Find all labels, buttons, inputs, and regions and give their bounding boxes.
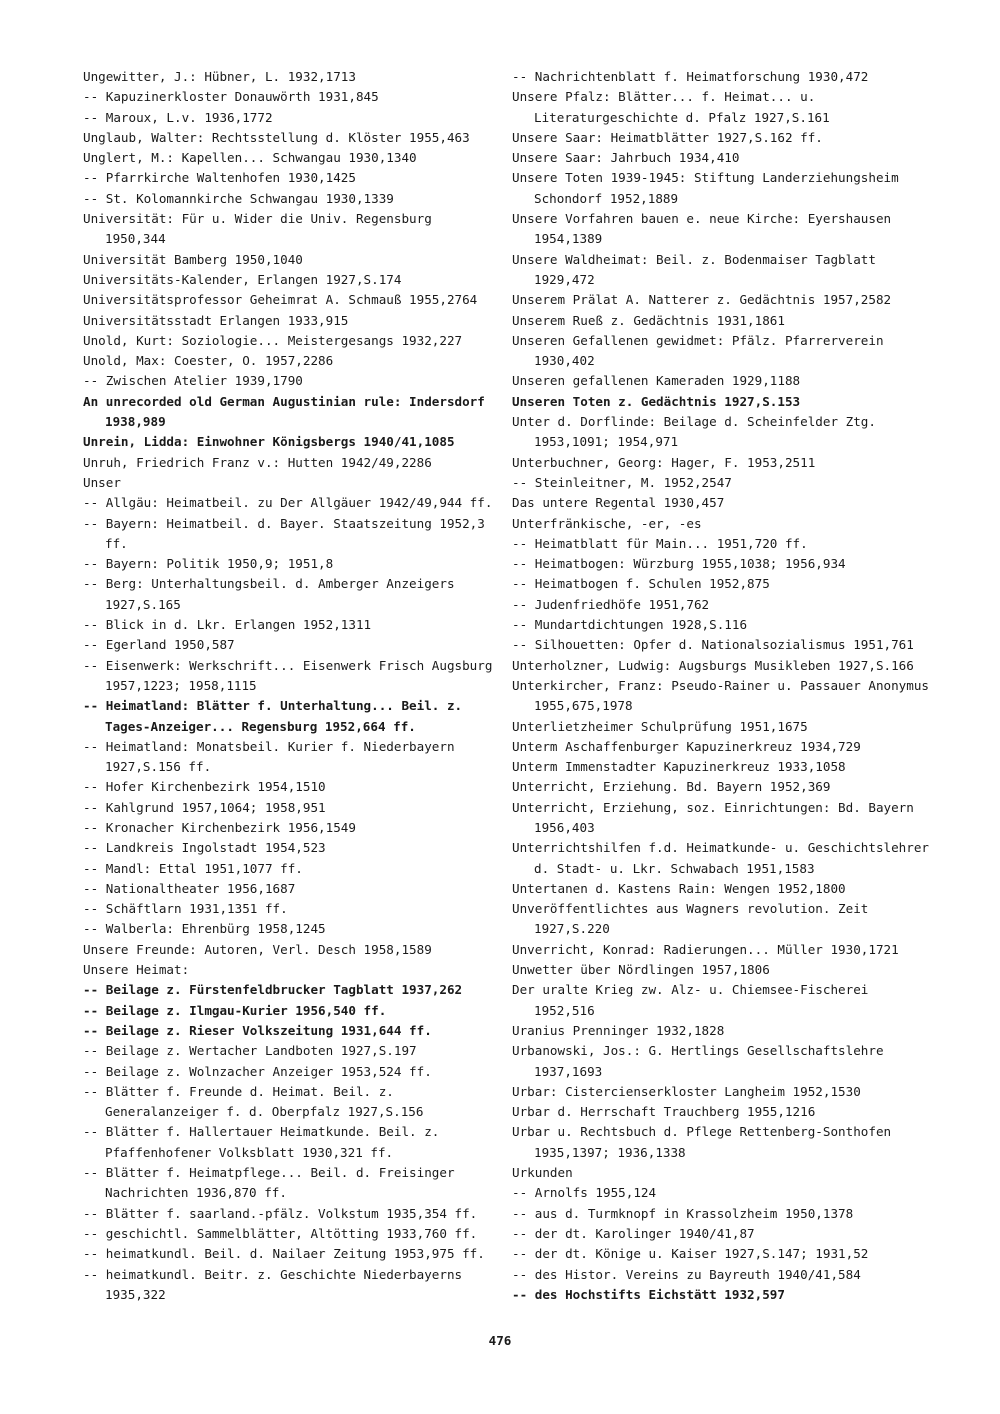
index-entry: -- Kahlgrund 1957,1064; 1958,951 <box>83 799 326 815</box>
index-entry: -- Beilage z. Wolnzacher Anzeiger 1953,524 ff. <box>83 1063 432 1079</box>
index-entry: Universität Bamberg 1950,1040 <box>83 251 303 267</box>
index-entry: -- Steinleitner, M. 1952,2547 <box>512 474 732 490</box>
index-entry: -- Pfarrkirche Waltenhofen 1930,1425 <box>83 170 356 186</box>
index-entry: -- Mundartdichtungen 1928,S.116 <box>512 617 748 633</box>
index-entry: -- Beilage z. Ilmgau-Kurier 1956,540 ff. <box>83 1002 387 1018</box>
index-entry: -- Walberla: Ehrenbürg 1958,1245 <box>83 921 326 937</box>
index-entry: Unrein, Lidda: Einwohner Königsbergs 1940/41,1085 <box>83 434 455 450</box>
index-entry: -- des Hochstifts Eichstätt 1932,597 <box>512 1286 785 1302</box>
index-entry: -- Heimatbogen: Würzburg 1955,1038; 1956,934 <box>512 556 846 572</box>
index-entry: An unrecorded old German Augustinian rule: Indersdorf 1938,989 <box>83 393 485 430</box>
index-entry: Unveröffentlichtes aus Wagners revolution. Zeit 1927,S.220 <box>512 901 869 937</box>
index-entry: Ungewitter, J.: Hübner, L. 1932,1713 <box>83 69 356 84</box>
index-entry: Urbanowski, Jos.: G. Hertlings Gesellschaftslehre 1937,1693 <box>512 1043 884 1079</box>
index-entry: Unsere Saar: Jahrbuch 1934,410 <box>512 150 740 166</box>
index-entry: -- aus d. Turmknopf in Krassolzheim 1950,1378 <box>512 1205 854 1221</box>
index-entry: Unseren gefallenen Kameraden 1929,1188 <box>512 373 801 389</box>
index-entry: Das untere Regental 1930,457 <box>512 495 725 511</box>
index-entry: Unverricht, Konrad: Radierungen... Müller 1930,1721 <box>512 941 899 957</box>
index-entry: -- Allgäu: Heimatbeil. zu Der Allgäuer 1942/49,944 ff. <box>83 495 493 511</box>
index-entry: -- Blick in d. Lkr. Erlangen 1952,1311 <box>83 617 372 633</box>
index-entry: Universitätsprofessor Geheimrat A. Schmauß 1955,2764 <box>83 292 478 308</box>
index-entry: Unterkircher, Franz: Pseudo-Rainer u. Passauer Anonymus 1955,675,1978 <box>512 677 930 714</box>
index-entry: Universität: Für u. Wider die Univ. Regensburg 1950,344 <box>83 211 432 247</box>
index-entry: Universitätsstadt Erlangen 1933,915 <box>83 312 349 328</box>
index-entry: Untertanen d. Kastens Rain: Wengen 1952,1800 <box>512 880 846 896</box>
index-entry: -- Nachrichtenblatt f. Heimatforschung 1930,472 <box>512 69 869 84</box>
index-entry: -- Heimatland: Monatsbeil. Kurier f. Niederbayern 1927,S.156 ff. <box>83 738 455 775</box>
index-entry: -- Blätter f. Heimatpflege... Beil. d. Freisinger Nachrichten 1936,870 ff. <box>83 1165 455 1201</box>
index-entry: Unsere Freunde: Autoren, Verl. Desch 1958,1589 <box>83 941 432 957</box>
index-entry: Unterrichtshilfen f.d. Heimatkunde- u. Geschichtslehrer d. Stadt- u. Lkr. Schwabach 1951,1583 <box>512 840 930 876</box>
index-entry: Unruh, Friedrich Franz v.: Hutten 1942/49,2286 <box>83 454 432 470</box>
index-entry: Unglert, M.: Kapellen... Schwangau 1930,1340 <box>83 150 417 166</box>
index-entry: Universitäts-Kalender, Erlangen 1927,S.174 <box>83 271 402 287</box>
index-entry: Unsere Pfalz: Blätter... f. Heimat... u. Literaturgeschichte d. Pfalz 1927,S.161 <box>512 89 830 125</box>
index-entry: Unterlietzheimer Schulprüfung 1951,1675 <box>512 718 808 734</box>
index-entry: Unser <box>83 474 121 490</box>
index-entry: Unterholzner, Ludwig: Augsburgs Musikleben 1927,S.166 <box>512 657 914 673</box>
index-entry: -- Kapuzinerkloster Donauwörth 1931,845 <box>83 89 379 105</box>
index-entry: -- Mandl: Ettal 1951,1077 ff. <box>83 860 303 876</box>
left-column <box>83 67 493 1305</box>
index-entry: -- Silhouetten: Opfer d. Nationalsozialismus 1951,761 <box>512 637 914 653</box>
index-entry: -- Nationaltheater 1956,1687 <box>83 880 296 896</box>
index-entry: Unseren Toten z. Gedächtnis 1927,S.153 <box>512 393 801 409</box>
index-entry: Urbar: Cistercienserkloster Langheim 1952,1530 <box>512 1083 861 1099</box>
index-entry: -- Judenfriedhöfe 1951,762 <box>512 596 710 612</box>
index-entry: -- Blätter f. Hallertauer Heimatkunde. Beil. z. Pfaffenhofener Volksblatt 1930,321 ff. <box>83 1124 440 1160</box>
index-entry: Unold, Max: Coester, O. 1957,2286 <box>83 353 334 369</box>
index-entry: Der uralte Krieg zw. Alz- u. Chiemsee-Fischerei 1952,516 <box>512 982 869 1018</box>
index-entry: Urkunden <box>512 1165 573 1181</box>
index-entry: Unsere Heimat: <box>83 962 190 978</box>
index-entry: -- geschichtl. Sammelblätter, Altötting 1933,760 ff. <box>83 1225 478 1241</box>
index-entry: Unterbuchner, Georg: Hager, F. 1953,2511 <box>512 454 816 470</box>
index-entry: Urbar u. Rechtsbuch d. Pflege Rettenberg-Sonthofen 1935,1397; 1936,1338 <box>512 1124 892 1160</box>
index-entry: -- Schäftlarn 1931,1351 ff. <box>83 901 288 917</box>
index-entry: -- Heimatland: Blätter f. Unterhaltung... Beil. z. Tages-Anzeiger... Regensburg 1952,664 ff. <box>83 698 463 734</box>
index-entry: Unglaub, Walter: Rechtsstellung d. Klöster 1955,463 <box>83 129 470 145</box>
index-entry: Unsere Saar: Heimatblätter 1927,S.162 ff. <box>512 129 823 145</box>
index-entry: Unterricht, Erziehung. Bd. Bayern 1952,369 <box>512 779 831 795</box>
index-entry: Urbar d. Herrschaft Trauchberg 1955,1216 <box>512 1104 816 1120</box>
index-entry: -- Blätter f. saarland.-pfälz. Volkstum 1935,354 ff. <box>83 1205 478 1221</box>
index-entry: -- Blätter f. Freunde d. Heimat. Beil. z. Generalanzeiger f. d. Oberpfalz 1927,S.156 <box>83 1083 424 1120</box>
index-entry: -- Kronacher Kirchenbezirk 1956,1549 <box>83 819 356 835</box>
index-entry: -- Hofer Kirchenbezirk 1954,1510 <box>83 779 326 795</box>
index-entry: Unsere Toten 1939-1945: Stiftung Landerziehungsheim Schondorf 1952,1889 <box>512 170 899 206</box>
index-entry: -- der dt. Könige u. Kaiser 1927,S.147; 1931,52 <box>512 1246 869 1262</box>
index-entry: -- Arnolfs 1955,124 <box>512 1185 657 1201</box>
page-number: 476 <box>488 1333 512 1348</box>
index-entry: -- Beilage z. Wertacher Landboten 1927,S.197 <box>83 1043 417 1059</box>
index-entry: -- Berg: Unterhaltungsbeil. d. Amberger Anzeigers 1927,S.165 <box>83 576 455 612</box>
index-entry: -- Beilage z. Rieser Volkszeitung 1931,644 ff. <box>83 1022 432 1038</box>
index-entry: Unwetter über Nördlingen 1957,1806 <box>512 962 770 978</box>
index-entry: -- Landkreis Ingolstadt 1954,523 <box>83 840 326 856</box>
index-entry: Unserem Rueß z. Gedächtnis 1931,1861 <box>512 312 785 328</box>
right-column <box>512 67 932 1305</box>
index-entry: -- Heimatblatt für Main... 1951,720 ff. <box>512 535 808 551</box>
index-entry: Unterm Immenstadter Kapuzinerkreuz 1933,1058 <box>512 759 846 775</box>
index-entry: -- Egerland 1950,587 <box>83 637 235 653</box>
index-entry: Unter d. Dorflinde: Beilage d. Scheinfelder Ztg. 1953,1091; 1954,971 <box>512 414 876 450</box>
index-entry: -- St. Kolomannkirche Schwangau 1930,1339 <box>83 190 394 206</box>
index-entry: -- der dt. Karolinger 1940/41,87 <box>512 1225 755 1241</box>
index-entry: -- Maroux, L.v. 1936,1772 <box>83 109 273 125</box>
index-entry: Unsere Waldheimat: Beil. z. Bodenmaiser Tagblatt 1929,472 <box>512 251 876 287</box>
index-entry: Uranius Prenninger 1932,1828 <box>512 1022 725 1038</box>
index-entry: -- Beilage z. Fürstenfeldbrucker Tagblatt 1937,262 <box>83 982 463 998</box>
index-entry: -- heimatkundl. Beil. d. Nailaer Zeitung 1953,975 ff. <box>83 1246 485 1262</box>
index-entry: Unterm Aschaffenburger Kapuzinerkreuz 1934,729 <box>512 738 861 754</box>
index-entry: -- Bayern: Politik 1950,9; 1951,8 <box>83 556 334 572</box>
index-entry: -- heimatkundl. Beitr. z. Geschichte Niederbayerns 1935,322 <box>83 1266 463 1302</box>
index-entry: Unold, Kurt: Soziologie... Meistergesangs 1932,227 <box>83 332 463 348</box>
index-entry: -- des Histor. Vereins zu Bayreuth 1940/41,584 <box>512 1266 861 1282</box>
index-entry: Unsere Vorfahren bauen e. neue Kirche: Eyershausen 1954,1389 <box>512 211 892 247</box>
index-entry: Unterricht, Erziehung, soz. Einrichtungen: Bd. Bayern 1956,403 <box>512 799 914 835</box>
index-entry: Unterfränkische, -er, -es <box>512 515 702 531</box>
index-entry: -- Zwischen Atelier 1939,1790 <box>83 373 303 389</box>
index-entry: -- Heimatbogen f. Schulen 1952,875 <box>512 576 770 592</box>
index-entry: Unserem Prälat A. Natterer z. Gedächtnis 1957,2582 <box>512 292 892 308</box>
index-entry: Unseren Gefallenen gewidmet: Pfälz. Pfarrerverein 1930,402 <box>512 332 884 369</box>
index-entry: -- Eisenwerk: Werkschrift... Eisenwerk Frisch Augsburg 1957,1223; 1958,1115 <box>83 657 493 693</box>
index-entry: -- Bayern: Heimatbeil. d. Bayer. Staatszeitung 1952,3 ff. <box>83 515 485 551</box>
